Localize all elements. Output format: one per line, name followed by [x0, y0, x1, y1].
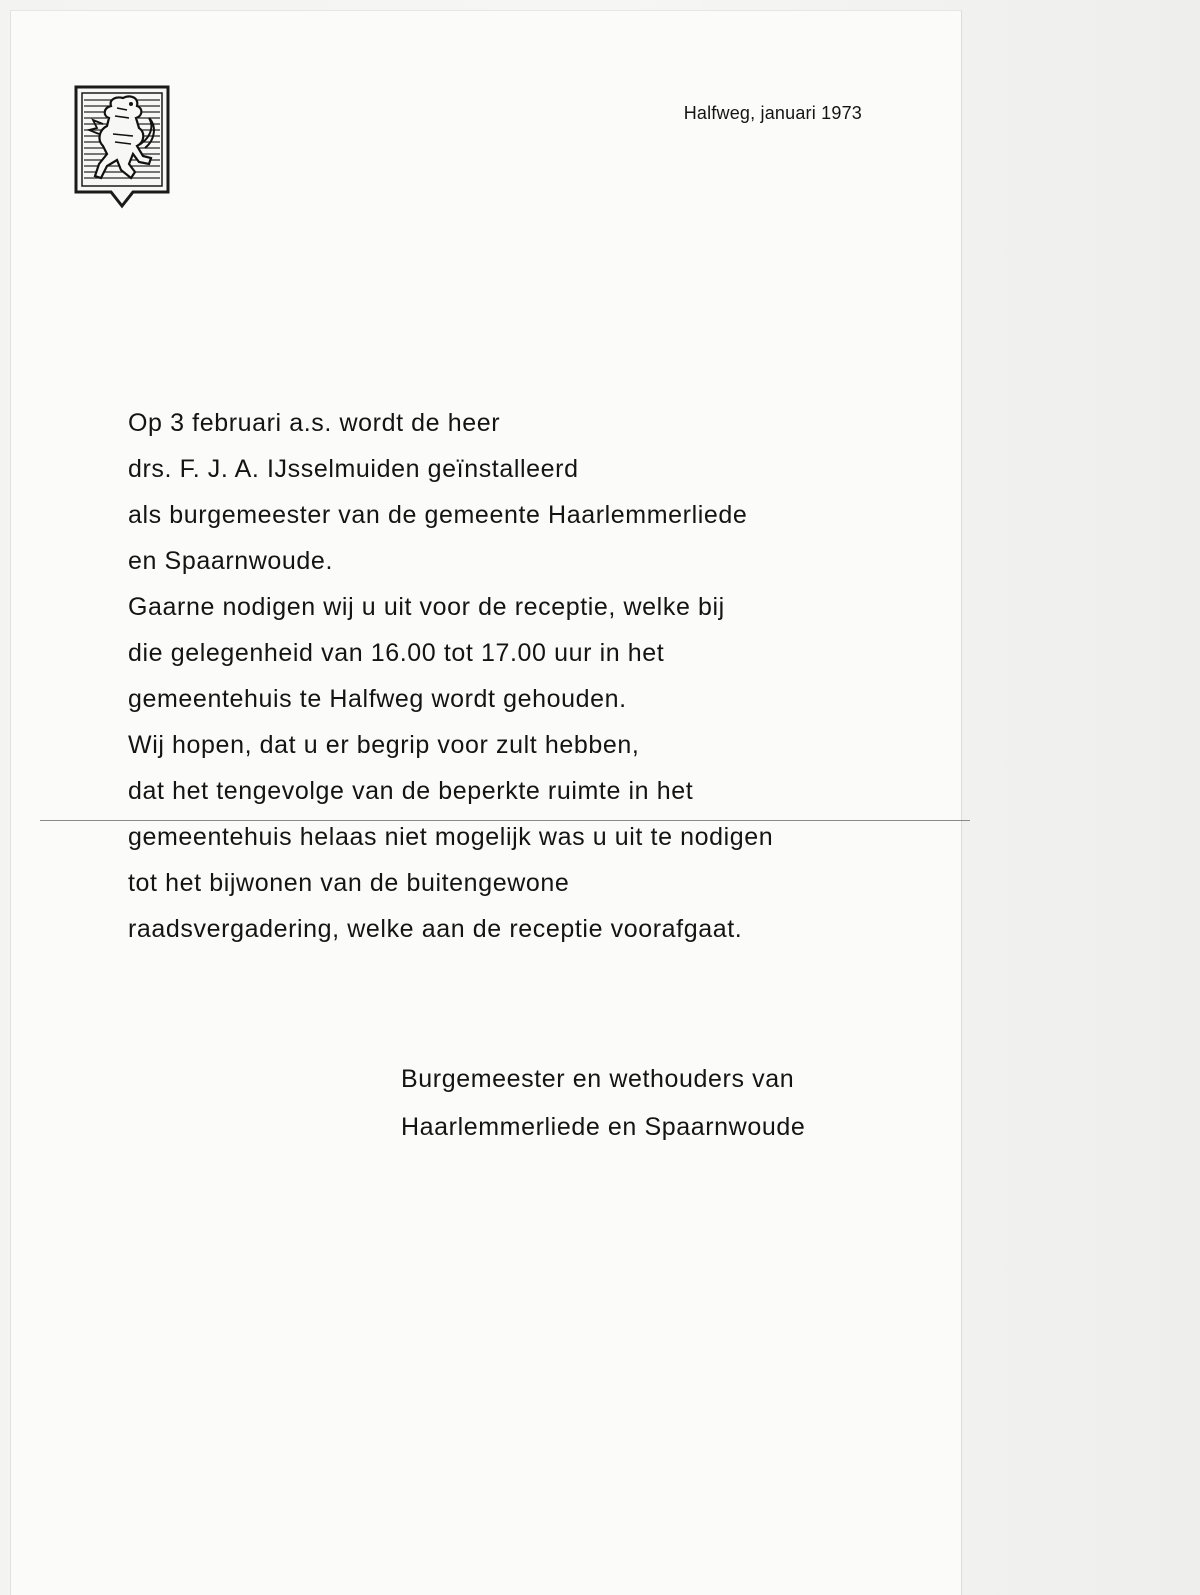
body-line: die gelegenheid van 16.00 tot 17.00 uur in het: [128, 639, 665, 667]
signature-line: Burgemeester en wethouders van: [401, 1065, 795, 1093]
invitation-body: [128, 400, 888, 952]
body-line: Gaarne nodigen wij u uit voor de receptie, welke bij: [128, 593, 725, 621]
body-line: Wij hopen, dat u er begrip voor zult hebben,: [128, 731, 640, 759]
body-line: en Spaarnwoude.: [128, 547, 333, 575]
signature-block: [401, 1055, 881, 1151]
heraldic-lion-crest-icon: [73, 84, 171, 210]
signature-line: Haarlemmerliede en Spaarnwoude: [401, 1113, 806, 1141]
date-line: Halfweg, januari 1973: [683, 103, 862, 123]
body-line: tot het bijwonen van de buitengewone: [128, 869, 570, 897]
body-line: als burgemeester van de gemeente Haarlemmerliede: [128, 501, 748, 529]
body-line: gemeentehuis te Halfweg wordt gehouden.: [128, 685, 627, 713]
body-line: gemeentehuis helaas niet mogelijk was u uit te nodigen: [128, 823, 774, 851]
body-line: drs. F. J. A. IJsselmuiden geïnstalleerd: [128, 455, 579, 483]
body-line: raadsvergadering, welke aan de receptie voorafgaat.: [128, 915, 743, 943]
body-line: Op 3 februari a.s. wordt de heer: [128, 409, 501, 437]
body-line: dat het tengevolge van de beperkte ruimte in het: [128, 777, 694, 805]
